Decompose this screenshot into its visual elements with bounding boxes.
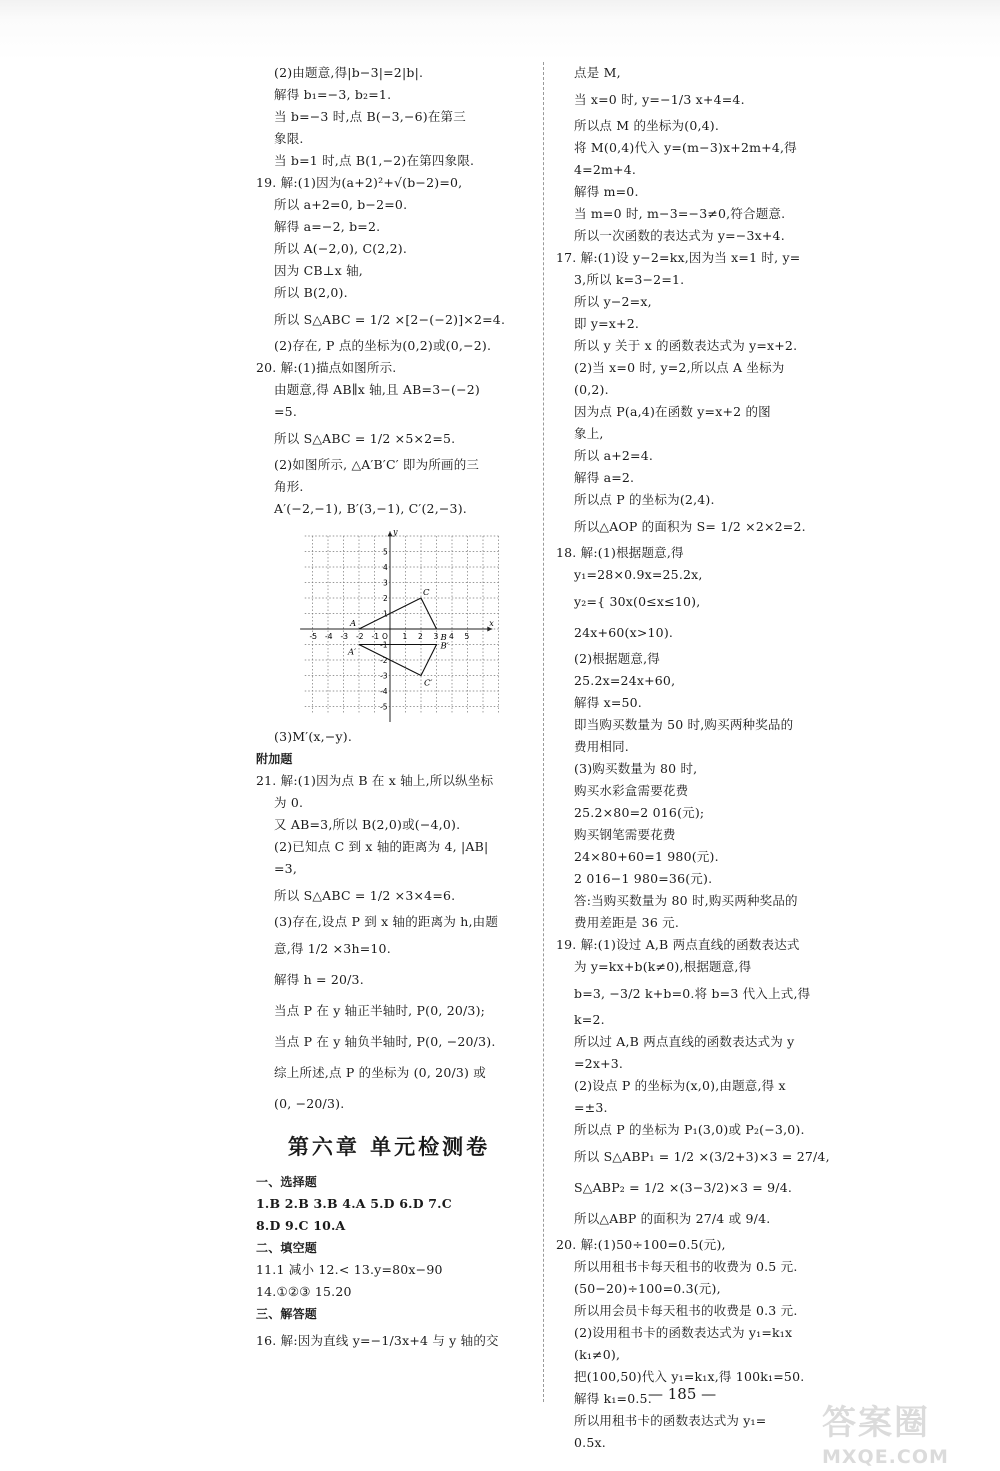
text-line: (0,2). [574, 382, 609, 397]
x-tick-label: -1 [371, 632, 379, 641]
text-line: 解得 a=2. [574, 470, 635, 485]
section-heading: 二、填空题 [256, 1241, 318, 1255]
left-top-lines [256, 62, 542, 520]
x-tick-label: 1 [402, 632, 408, 641]
text-line: 所以 y−2=x, [574, 294, 652, 309]
text-line: 又 AB=3,所以 B(2,0)或(−4,0). [274, 817, 461, 832]
text-line: (2)如图所示, △A′B′C′ 即为所画的三 [274, 457, 480, 472]
x-tick-label: -2 [356, 632, 364, 641]
text-line: 所以点 M 的坐标为(0,4). [574, 118, 720, 133]
y-tick-label: 1 [383, 609, 388, 619]
text-line: 所以 B(2,0). [274, 285, 348, 300]
text-line: 所以用租书卡的函数表达式为 y₁= [574, 1413, 767, 1428]
answer-line: 8.D 9.C 10.A [256, 1218, 346, 1233]
answer-line: 1.B 2.B 3.B 4.A 5.D 6.D 7.C [256, 1196, 452, 1211]
text-line: 所以点 P 的坐标为 P₁(3,0)或 P₂(−3,0). [574, 1122, 805, 1137]
text-line: b=3, −3/2 k+b=0.将 b=3 代入上式,得 [574, 986, 811, 1001]
text-line: (3)购买数量为 80 时, [574, 761, 698, 776]
text-line: 解得 a=−2, b=2. [274, 219, 381, 234]
right-column [556, 62, 832, 1454]
y-tick-label: -3 [380, 671, 388, 681]
text-line: 2 016−1 980=36(元). [574, 871, 713, 886]
y-tick-label: 3 [383, 578, 388, 588]
text-line: 意,得 1/2 ×3h=10. [274, 941, 391, 956]
y-tick-label: -2 [380, 656, 388, 665]
text-line: 由题意,得 AB∥x 轴,且 AB=3−(−2) [274, 382, 480, 397]
text-line: =3, [274, 861, 297, 876]
text-line: 所以 A(−2,0), C(2,2). [274, 241, 408, 256]
text-line: 4=2m+4. [574, 162, 637, 177]
text-line: 3,所以 k=3−2=1. [574, 272, 685, 287]
text-line: 将 M(0,4)代入 y=(m−3)x+2m+4,得 [574, 140, 797, 155]
watermark [822, 1395, 990, 1468]
answer-line: 11.1 减小 12.< 13.y=80x−90 [256, 1262, 443, 1277]
right-lines [556, 62, 832, 1454]
text-line: 所以 S△ABC = 1/2 ×5×2=5. [274, 431, 456, 446]
text-line: 角形. [274, 479, 304, 494]
text-line: =2x+3. [574, 1056, 624, 1071]
coordinate-graph-svg [300, 524, 530, 724]
x-axis-label: x [489, 619, 494, 628]
text-line: 所以△AOP 的面积为 S= 1/2 ×2×2=2. [574, 519, 806, 534]
text-line: (2)由题意,得|b−3|=2|b|. [274, 65, 424, 80]
question-start: 17. 解:(1)设 y−2=kx,因为当 x=1 时, y= [556, 250, 801, 265]
question-20-start: 20. 解:(1)描点如图所示. [256, 360, 397, 375]
text-line: 因为点 P(a,4)在函数 y=x+2 的图 [574, 404, 771, 419]
section-heading: 一、选择题 [256, 1175, 318, 1189]
point-label: B [440, 633, 447, 643]
answer-line: 14.①②③ 15.20 [256, 1284, 352, 1299]
y-tick-label: 2 [383, 594, 388, 603]
text-line: 解得 m=0. [574, 184, 639, 199]
question-start: 18. 解:(1)根据题意,得 [556, 545, 684, 560]
point-label: A [350, 619, 357, 629]
section-heading: 三、解答题 [256, 1307, 318, 1321]
text-line: (k₁≠0), [574, 1347, 621, 1362]
point-label: A′ [348, 647, 357, 658]
point-label: C [423, 588, 430, 598]
y-tick-label: -5 [380, 702, 388, 712]
chapter-title: 第六章 单元检测卷 [287, 1135, 491, 1159]
point-label: C′ [424, 678, 433, 689]
text-line: 即 y=x+2. [574, 316, 640, 331]
x-tick-label: -5 [309, 632, 317, 641]
text-line: 即当购买数量为 50 时,购买两种奖品的 [574, 717, 794, 732]
x-tick-label: -3 [340, 632, 348, 641]
text-line: 点是 M, [574, 65, 621, 80]
text-line: 费用相同. [574, 739, 629, 754]
text-line: 所以用会员卡每天租书的收费是 0.3 元. [574, 1303, 798, 1318]
text-line: A′(−2,−1), B′(3,−1), C′(2,−3). [274, 501, 467, 516]
text-line: 当 x=0 时, y=−1/3 x+4=4. [574, 92, 745, 107]
text-line: 所以 a+2=4. [574, 448, 654, 463]
page-number: — 185 — [648, 1385, 717, 1403]
text-line: =5. [274, 404, 297, 419]
question-21-start: 21. 解:(1)因为点 B 在 x 轴上,所以纵坐标 [256, 773, 494, 788]
text-line: 因为 CB⊥x 轴, [274, 263, 363, 278]
point-label: B′ [440, 641, 449, 652]
left-bottom-lines [256, 726, 542, 1119]
text-line: y₂={ 30x(0≤x≤10), [574, 594, 701, 609]
text-line: (3)存在,设点 P 到 x 轴的距离为 h,由题 [274, 914, 499, 929]
watermark-logo: 答案圈 [822, 1403, 930, 1443]
y-tick-label: -4 [380, 687, 388, 696]
text-line: 为 y=kx+b(k≠0),根据题意,得 [574, 959, 752, 974]
text-line: 当 b=−3 时,点 B(−3,−6)在第三 [274, 109, 466, 124]
text-line: 25.2x=24x+60, [574, 673, 676, 688]
column-divider [543, 62, 544, 1402]
text-line: 为 0. [274, 795, 304, 810]
coordinate-graph [300, 524, 530, 724]
text-line: 所以一次函数的表达式为 y=−3x+4. [574, 228, 785, 243]
text-line: (2)已知点 C 到 x 轴的距离为 4, |AB| [274, 839, 489, 854]
text-line: (2)根据题意,得 [574, 651, 660, 666]
left-column [256, 62, 542, 1356]
text-line: 购买水彩盒需要花费 [574, 783, 689, 798]
text-line: 解得 k₁=0.5. [574, 1391, 652, 1406]
text-line: y₁=28×0.9x=25.2x, [574, 567, 703, 582]
x-tick-label: -4 [325, 632, 333, 641]
text-line: 25.2×80=2 016(元); [574, 805, 705, 820]
x-tick-label: 4 [449, 632, 454, 641]
text-line: 所以 S△ABP₁ = 1/2 ×(3/2+3)×3 = 27/4, [574, 1149, 830, 1164]
question-start: 19. 解:(1)设过 A,B 两点直线的函数表达式 [556, 937, 800, 952]
text-line: k=2. [574, 1012, 605, 1027]
text-line: 所以 y 关于 x 的函数表达式为 y=x+2. [574, 338, 798, 353]
x-tick-label: 5 [464, 632, 470, 641]
x-tick-label: 3 [433, 632, 439, 641]
x-tick-label: 2 [418, 632, 423, 641]
y-tick-label: 5 [383, 547, 388, 557]
text-line: 解得 x=50. [574, 695, 642, 710]
text-line: (2)设用租书卡的函数表达式为 y₁=k₁x [574, 1325, 793, 1340]
text-line: =±3. [574, 1100, 608, 1115]
text-line: 购买钢笔需要花费 [574, 827, 676, 842]
question-16-start: 16. 解:因为直线 y=−1/3x+4 与 y 轴的交 [256, 1333, 499, 1348]
text-line: (3)M′(x,−y). [274, 729, 353, 744]
y-tick-label: -1 [380, 640, 388, 650]
text-line: 象上, [574, 426, 604, 441]
text-line: (2)当 x=0 时, y=2,所以点 A 坐标为 [574, 360, 785, 375]
text-line: 把(100,50)代入 y₁=k₁x,得 100k₁=50. [574, 1369, 805, 1384]
text-line: 24×80+60=1 980(元). [574, 849, 719, 864]
text-line: (2)设点 P 的坐标为(x,0),由题意,得 x [574, 1078, 786, 1093]
text-line: (0, −20/3). [274, 1096, 345, 1111]
text-line: 所以 a+2=0, b−2=0. [274, 197, 408, 212]
text-line: 所以用租书卡每天租书的收费为 0.5 元. [574, 1259, 798, 1274]
x-tick-label: O [382, 632, 388, 641]
chapter-lines [256, 1171, 542, 1356]
text-line: 象限. [274, 131, 304, 146]
y-axis-arrow [388, 531, 393, 536]
watermark-url: MXQE.COM [822, 1446, 949, 1468]
text-line: 解得 b₁=−3, b₂=1. [274, 87, 392, 102]
question-start: 20. 解:(1)50÷100=0.5(元), [556, 1237, 726, 1252]
text-line: (2)存在, P 点的坐标为(0,2)或(0,−2). [274, 338, 492, 353]
text-line: 所以△ABP 的面积为 27/4 或 9/4. [574, 1211, 771, 1226]
question-19-start: 19. 解:(1)因为(a+2)²+√(b−2)=0, [256, 175, 463, 190]
text-line: 24x+60(x>10). [574, 625, 674, 640]
text-line: S△ABP₂ = 1/2 ×(3−3/2)×3 = 9/4. [574, 1180, 793, 1195]
text-line: 综上所述,点 P 的坐标为 (0, 20/3) 或 [274, 1065, 487, 1080]
text-line: 所以点 P 的坐标为(2,4). [574, 492, 715, 507]
text-line: 费用差距是 36 元. [574, 915, 680, 930]
text-line: 0.5x. [574, 1435, 606, 1450]
text-line: 当 m=0 时, m−3=−3≠0,符合题意. [574, 206, 786, 221]
text-line: (50−20)÷100=0.3(元), [574, 1281, 721, 1296]
text-line: 所以过 A,B 两点直线的函数表达式为 y [574, 1034, 795, 1049]
section-heading-extra: 附加题 [256, 752, 293, 766]
text-line: 解得 h = 20/3. [274, 972, 364, 987]
text-line: 当点 P 在 y 轴负半轴时, P(0, −20/3). [274, 1034, 496, 1049]
y-tick-label: 4 [383, 563, 388, 572]
text-line: 答:当购买数量为 80 时,购买两种奖品的 [574, 893, 798, 908]
y-axis-label: y [393, 527, 398, 537]
text-line: 所以 S△ABC = 1/2 ×[2−(−2)]×2=4. [274, 312, 506, 327]
text-line: 当点 P 在 y 轴正半轴时, P(0, 20/3); [274, 1003, 486, 1018]
text-line: 所以 S△ABC = 1/2 ×3×4=6. [274, 888, 456, 903]
text-line: 当 b=1 时,点 B(1,−2)在第四象限. [274, 153, 475, 168]
